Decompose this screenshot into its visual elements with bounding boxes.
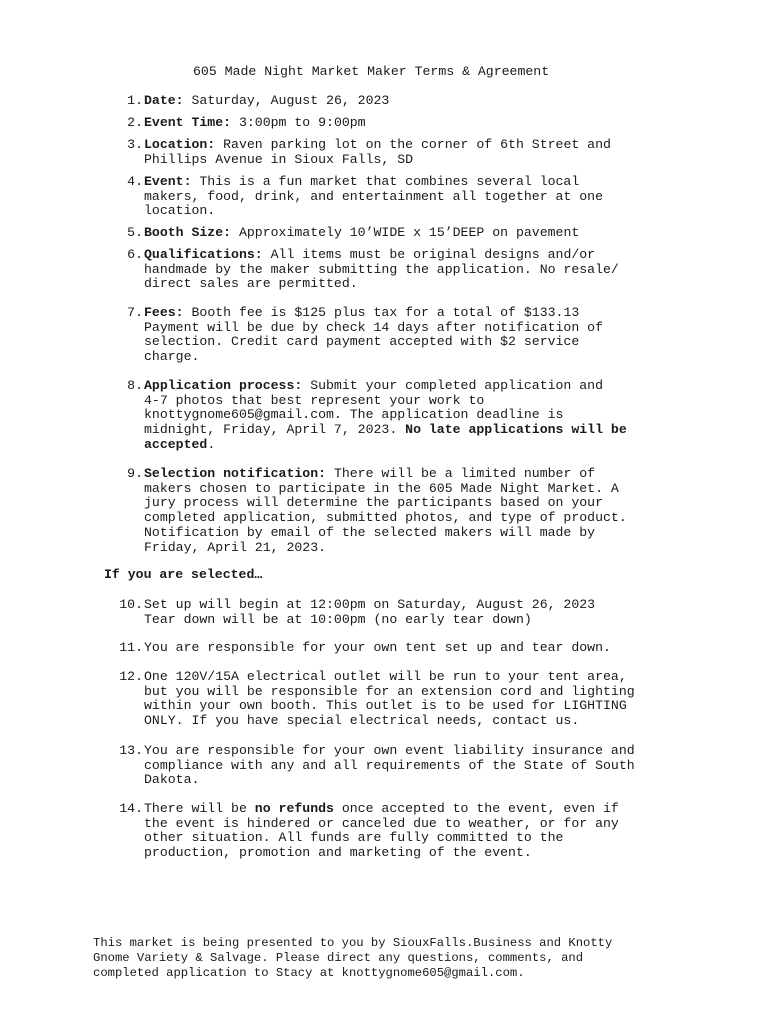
item-number: 10. bbox=[119, 597, 143, 612]
list-item-event bbox=[97, 175, 687, 219]
item-number: 8. bbox=[127, 378, 143, 393]
item-number: 14. bbox=[119, 801, 143, 816]
item-number: 11. bbox=[119, 640, 143, 655]
item-number: 1. bbox=[127, 93, 143, 108]
item-text-tail: . bbox=[207, 436, 216, 452]
item-number: 6. bbox=[127, 247, 143, 262]
page-title: 605 Made Night Market Maker Terms & Agreement bbox=[193, 64, 550, 79]
item-number: 13. bbox=[119, 743, 143, 758]
item-text: This is a fun market that combines several local makers, food, drink, and entertainment all together at one location. bbox=[144, 174, 603, 219]
list-item-date bbox=[97, 94, 687, 109]
item-label: Selection notification: bbox=[144, 466, 327, 481]
list-item-fees bbox=[97, 306, 687, 365]
item-number: 9. bbox=[127, 466, 143, 481]
item-bold-text: no refunds bbox=[254, 801, 334, 816]
list-item-setup bbox=[97, 598, 687, 627]
item-number: 3. bbox=[127, 137, 143, 152]
item-number: 12. bbox=[119, 669, 143, 684]
item-number: 4. bbox=[127, 174, 143, 189]
list-item-location bbox=[97, 138, 687, 167]
item-text: Set up will begin at 12:00pm on Saturday, August 26, 2023 Tear down will be at 10:00pm (no early tear down) bbox=[144, 597, 596, 627]
item-label: Event Time: bbox=[144, 115, 232, 130]
item-number: 7. bbox=[127, 305, 143, 320]
item-label: Application process: bbox=[144, 378, 303, 393]
list-item-selection-notification bbox=[97, 467, 687, 555]
item-number: 2. bbox=[127, 115, 143, 130]
section-subheading: If you are selected… bbox=[104, 567, 263, 582]
item-text: You are responsible for your own tent set up and tear down. bbox=[144, 640, 611, 655]
item-text: One 120V/15A electrical outlet will be run to your tent area, but you will be responsible for an extension cord and lighting within your own booth. This outlet is to be used for LIGHTING ONLY. If you have special electrical needs, contact us. bbox=[144, 669, 635, 729]
item-label: Date: bbox=[144, 93, 184, 108]
item-label: Fees: bbox=[144, 305, 184, 320]
item-text: You are responsible for your own event liability insurance and compliance with any and all requirements of the State of South Dakota. bbox=[144, 743, 635, 788]
item-text: Booth fee is $125 plus tax for a total of $133.13 Payment will be due by check 14 days after notification of selection. Credit card payment accepted with $2 service charge. bbox=[144, 305, 603, 365]
item-bold-text: No late applications will be accepted bbox=[144, 422, 627, 452]
list-item-refunds bbox=[97, 802, 687, 861]
item-label: Qualifications: bbox=[144, 247, 263, 262]
list-item-tent bbox=[97, 641, 687, 656]
item-text: once accepted to the event, even if the event is hindered or canceled due to weather, or for any other situation. All funds are fully committed to the production, promotion and marketing of the event. bbox=[144, 801, 619, 861]
list-item-qualifications bbox=[97, 248, 687, 292]
item-label: Event: bbox=[144, 174, 192, 189]
item-text: Raven parking lot on the corner of 6th Street and Phillips Avenue in Sioux Falls, SD bbox=[144, 137, 611, 167]
item-label: Booth Size: bbox=[144, 225, 232, 240]
item-text: Submit your completed application and 4-7 photos that best represent your work to knottygnome605@gmail.com. The application deadline is midnight, Friday, April 7, 2023. bbox=[144, 378, 604, 438]
list-item-insurance bbox=[97, 744, 687, 788]
list-item-event-time bbox=[97, 116, 687, 131]
list-item-application-process bbox=[97, 379, 687, 453]
item-text: 3:00pm to 9:00pm bbox=[231, 115, 366, 130]
item-text: All items must be original designs and/or handmade by the maker submitting the application. No resale/ direct sales are permitted. bbox=[144, 247, 619, 292]
footer-note: This market is being presented to you by SiouxFalls.Business and Knotty Gnome Variety & Salvage. Please direct any questions, comments, and completed application to Stacy at knottygnome605@gmail.com. bbox=[93, 936, 613, 980]
item-text: There will be a limited number of makers chosen to participate in the 605 Made Night Market. A jury process will determine the participants based on your completed application, submitted photos, and type of product. Notification by email of the selected makers will made by Friday, April 21, 2023. bbox=[144, 466, 627, 555]
item-text: Approximately 10’WIDE x 15’DEEP on pavement bbox=[231, 225, 580, 240]
item-label: Location: bbox=[144, 137, 216, 152]
item-text: Saturday, August 26, 2023 bbox=[183, 93, 390, 108]
list-item-electrical bbox=[97, 670, 687, 729]
list-item-booth-size bbox=[97, 226, 687, 241]
item-number: 5. bbox=[127, 225, 143, 240]
item-text-pre: There will be bbox=[144, 801, 255, 816]
